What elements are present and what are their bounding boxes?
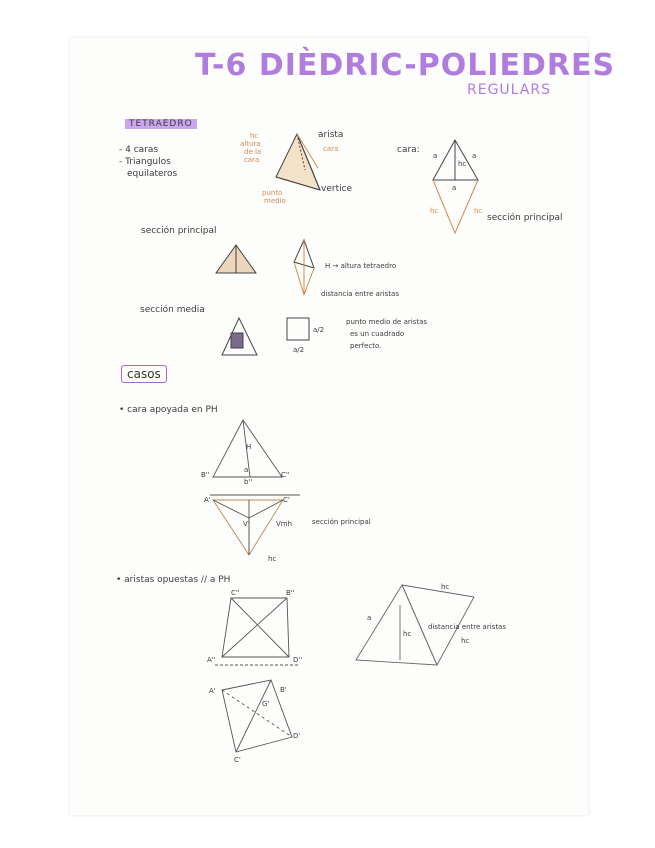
c1-H: H <box>246 443 252 451</box>
c1-hc: hc <box>268 555 277 563</box>
face-hc-2: hc <box>430 207 439 215</box>
c2-D1: D' <box>293 732 301 740</box>
prop-2: - Triangulos <box>119 157 171 167</box>
note-2: es un cuadrado <box>350 330 405 338</box>
case2-drawing <box>215 598 303 752</box>
c1-A: A' <box>204 496 211 504</box>
note-3: perfecto. <box>350 342 382 350</box>
face-a-bottom: a <box>452 184 457 192</box>
case1-label: • cara apoyada en PH <box>119 405 218 415</box>
c1-B: B'' <box>201 471 210 479</box>
seccion-principal-label: sección principal <box>141 226 217 236</box>
tetraedro-heading: TETRAEDRO <box>125 119 197 129</box>
label-de-la: de la <box>244 148 262 156</box>
dist-label: distancia entre aristas <box>321 290 399 298</box>
c1-a: a <box>244 466 249 474</box>
c1-vmh: Vmh <box>276 520 293 528</box>
c2-hc-mid: hc <box>403 630 412 638</box>
face-hc-3: hc <box>474 207 483 215</box>
page-subtitle: REGULARS <box>467 82 551 98</box>
face-a-right: a <box>472 152 477 160</box>
c2-A: A'' <box>207 656 216 664</box>
principal-section-sketch <box>216 240 314 295</box>
prop-1: - 4 caras <box>119 145 159 155</box>
label-altura: altura <box>240 140 261 148</box>
case1-drawing <box>210 420 300 555</box>
case2-label: • aristas opuestas // a PH <box>116 575 231 585</box>
c2-a: a <box>367 614 372 622</box>
label-cara: cara <box>244 156 260 164</box>
c2-hc-top: hc <box>441 583 450 591</box>
page-title: T-6 DIÈDRIC-POLIEDRES <box>195 48 616 83</box>
label-hc: hc <box>250 132 259 140</box>
label-cara-2: cara <box>323 145 339 153</box>
c2-B: B'' <box>286 589 295 597</box>
c1-seccion: sección principal <box>312 518 371 526</box>
a2-bottom: a/2 <box>293 346 305 354</box>
h-label: H → altura tetraedro <box>325 262 397 270</box>
c2-C: C'' <box>231 589 240 597</box>
prop-3: equilateros <box>127 169 178 179</box>
label-punto: punto <box>262 189 283 197</box>
c2-G: G' <box>262 700 270 708</box>
c2-hc-right: hc <box>461 637 470 645</box>
note-1: punto medio de aristas <box>346 318 428 326</box>
c1-b: b'' <box>244 478 253 486</box>
c2-C1: C' <box>234 756 241 764</box>
face-seccion: sección principal <box>487 213 563 223</box>
c2-B1: B' <box>280 686 287 694</box>
label-vertice: vertice <box>321 184 353 194</box>
label-arista: arista <box>318 130 344 140</box>
face-hc: hc <box>458 160 467 168</box>
seccion-media-label: sección media <box>140 305 205 315</box>
face-a-left: a <box>433 152 438 160</box>
c1-C1: C' <box>283 496 290 504</box>
label-cara-colon: cara: <box>397 145 420 155</box>
c1-C: C'' <box>281 471 290 479</box>
c2-dist: distancia entre aristas <box>428 623 506 631</box>
casos-box: casos <box>121 365 167 383</box>
c2-A1: A' <box>209 687 216 695</box>
c1-V: V' <box>243 520 250 528</box>
tetrahedron-sketch <box>276 134 320 190</box>
label-medio: medio <box>264 197 286 205</box>
c2-D: D'' <box>293 656 303 664</box>
a2-right: a/2 <box>313 326 325 334</box>
